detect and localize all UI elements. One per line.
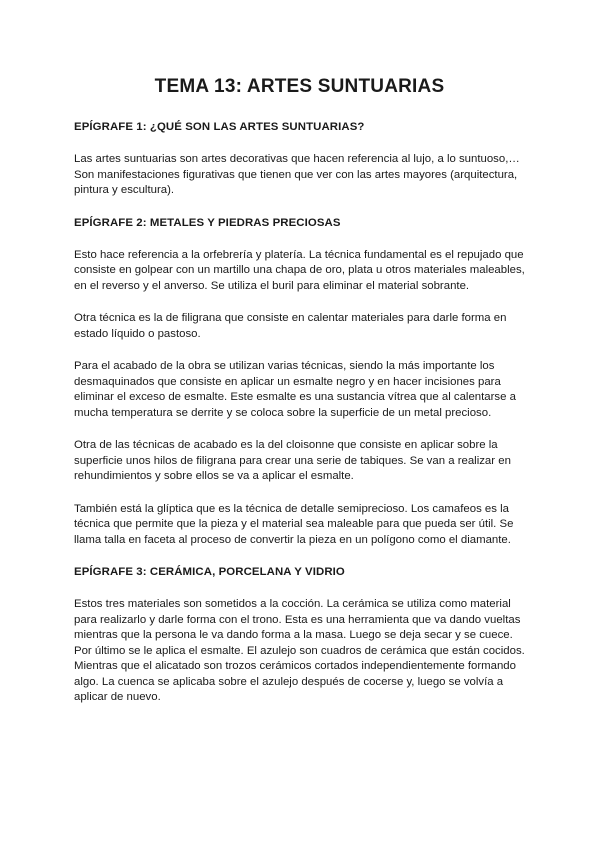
paragraph: Otra de las técnicas de acabado es la del cloisonne que consiste en aplicar sobre la superficie unos hilos de filigrana para crear una serie de tabiques. Se van a realizar en rehundimientos y sobre ellos se va a aplicar el esmalte. [74,439,511,482]
section-heading: EPÍGRAFE 2: METALES Y PIEDRAS PRECIOSAS [74,216,341,229]
paragraph: Otra técnica es la de filigrana que consiste en calentar materiales para darle forma en estado líquido o pastoso. [74,312,507,340]
section-3 [74,565,525,706]
paragraph: Las artes suntuarias son artes decorativas que hacen referencia al lujo, a lo suntuoso,… Son manifestaciones figurativas que tienen que ver con las artes mayores (arquitectura, pintura y escultura). [74,153,520,196]
section-1 [74,120,525,199]
paragraph: También está la glíptica que es la técnica de detalle semiprecioso. Los camafeos es la técnica que permite que la pieza y el material sea maleable para que pueda ser útil. Se llama talla en faceta al proceso de convertir la pieza en un polígono como el diamante. [74,502,514,546]
section-heading: EPÍGRAFE 3: CERÁMICA, PORCELANA Y VIDRIO [74,566,345,578]
document-title: TEMA 13: ARTES SUNTUARIAS [154,76,445,97]
paragraph: Para el acabado de la obra se utilizan varias técnicas, siendo la más importante los desmaquinados que consiste en aplicar un esmalte negro y en hacer incisiones para eliminar el exceso de esmalte. Este esmalte es una sustancia vítrea que al calentarse a mucha temperatura se derrite y se coloca sobre la superficie de un metal precioso. [74,360,516,419]
section-heading: EPÍGRAFE 1: ¿QUÉ SON LAS ARTES SUNTUARIAS? [74,121,365,133]
paragraph: Esto hace referencia a la orfebrería y platería. La técnica fundamental es el repujado que consiste en golpear con un martillo una chapa de oro, plata u otros materiales maleables, en el reverso y el anverso. Se utiliza el buril para eliminar el material sobrante. [74,248,525,292]
paragraph: Estos tres materiales son sometidos a la cocción. La cerámica se utiliza como material para realizarlo y darle forma con el trono. Esta es una herramienta que va dando vueltas mientras que la persona le va dando forma a la masa. Luego se deja secar y se cuece. Por último se le aplica el esmalte. El azulejo son cuadros de cerámica que están cocidos. Mientras que el alicatado son trozos cerámicos cortados independientemente formando algo. La cuenca se aplicaba sobre el azulejo después de cocerse y, luego se volvía a aplicar de nuevo. [74,598,525,703]
section-2 [74,216,525,549]
